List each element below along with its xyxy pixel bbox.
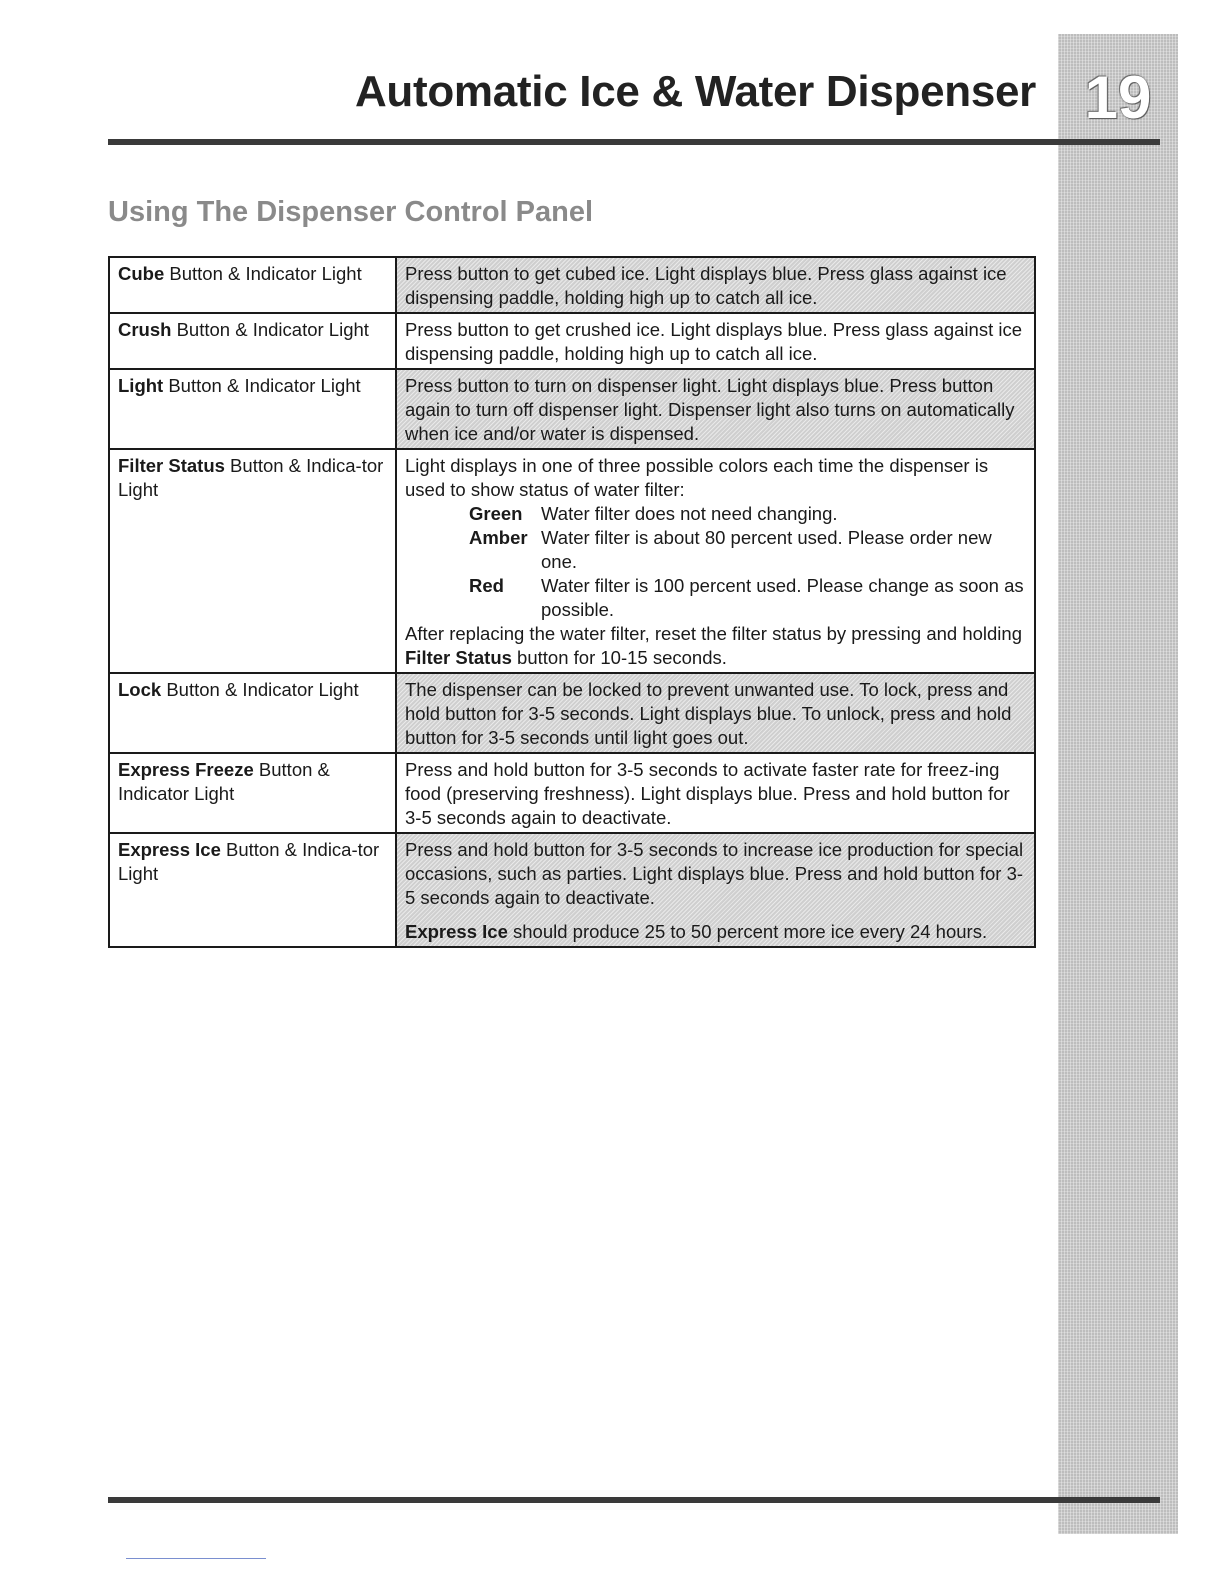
color-name: Amber xyxy=(469,527,528,548)
button-name: Cube xyxy=(118,263,165,284)
row-label xyxy=(109,257,396,313)
table-row-crush xyxy=(109,313,1035,369)
button-name: Filter Status xyxy=(118,455,225,476)
row-label xyxy=(109,833,396,947)
button-name: Express Ice xyxy=(118,839,221,860)
button-label-rest: Button & Indicator Light xyxy=(118,759,330,804)
reset-text: After replacing the water filter, reset the filter status by pressing and holding xyxy=(405,623,1022,644)
filter-intro: Light displays in one of three possible colors each time the dispenser is used to show status of water filter: xyxy=(405,455,989,500)
row-description: Press button to get cubed ice. Light displays blue. Press glass against ice dispensing paddle, holding high up to catch all ice. xyxy=(396,257,1035,313)
color-name: Green xyxy=(469,503,523,524)
button-label-rest: Button & Indicator Light xyxy=(171,319,369,340)
table-row-cube xyxy=(109,257,1035,313)
table-row-lock xyxy=(109,673,1035,753)
row-description: Press button to turn on dispenser light. Light displays blue. Press button again to turn off dispenser light. Dispenser light also turns on automatically when ice and/or water is dispensed. xyxy=(396,369,1035,449)
section-title: Using The Dispenser Control Panel xyxy=(108,196,594,228)
button-name: Lock xyxy=(118,679,162,700)
reset-button-name: Filter Status xyxy=(405,647,512,668)
color-desc: Water filter is 100 percent used. Please change as soon as possible. xyxy=(541,575,1024,620)
filter-color-red xyxy=(469,574,1028,622)
note-name: Express Ice xyxy=(405,921,508,942)
button-name: Crush xyxy=(118,319,172,340)
table-row-filter-status xyxy=(109,449,1035,673)
row-description: Press and hold button for 3-5 seconds to activate faster rate for freez-ing food (preserving freshness). Light displays blue. Press and hold button for 3-5 seconds again to deactivate. xyxy=(396,753,1035,833)
button-label-rest: Button & Indica-tor Light xyxy=(118,455,384,500)
row-label xyxy=(109,753,396,833)
express-ice-note xyxy=(405,920,1028,944)
color-desc: Water filter does not need changing. xyxy=(541,503,838,524)
filter-color-green xyxy=(469,502,1028,526)
button-label-rest: Button & Indicator Light xyxy=(164,263,362,284)
row-description: The dispenser can be locked to prevent unwanted use. To lock, press and hold button for 3-5 seconds. Light displays blue. To unlock, press and hold button for 3-5 seconds until light goes out. xyxy=(396,673,1035,753)
filter-reset-note xyxy=(405,622,1028,670)
row-description: Press button to get crushed ice. Light displays blue. Press glass against ice dispensing paddle, holding high up to catch all ice. xyxy=(396,313,1035,369)
side-tab-strip xyxy=(1058,34,1178,1534)
footer-underline xyxy=(126,1558,266,1559)
table-row-light xyxy=(109,369,1035,449)
row-label xyxy=(109,313,396,369)
filter-color-amber xyxy=(469,526,1028,574)
express-ice-desc: Press and hold button for 3-5 seconds to increase ice production for special occasions, such as parties. Light displays blue. Press and hold button for 3-5 seconds again to deactivate. xyxy=(405,839,1024,908)
row-description xyxy=(396,449,1035,673)
row-description xyxy=(396,833,1035,947)
row-label xyxy=(109,369,396,449)
header-rule xyxy=(108,139,1160,145)
row-label xyxy=(109,673,396,753)
table-row-express-freeze xyxy=(109,753,1035,833)
table-row-express-ice xyxy=(109,833,1035,947)
control-panel-table xyxy=(108,256,1036,948)
color-desc: Water filter is about 80 percent used. Please order new one. xyxy=(541,527,992,572)
row-label xyxy=(109,449,396,673)
page-title: Automatic Ice & Water Dispenser xyxy=(354,67,1036,116)
button-name: Express Freeze xyxy=(118,759,254,780)
note-text: should produce 25 to 50 percent more ice every 24 hours. xyxy=(507,921,988,942)
button-label-rest: Button & Indica-tor Light xyxy=(118,839,380,884)
button-label-rest: Button & Indicator Light xyxy=(161,679,359,700)
page-number: 19 xyxy=(1084,64,1152,131)
footer-rule xyxy=(108,1497,1160,1503)
reset-text-end: button for 10-15 seconds. xyxy=(511,647,727,668)
button-label-rest: Button & Indicator Light xyxy=(163,375,361,396)
button-name: Light xyxy=(118,375,164,396)
color-name: Red xyxy=(469,575,504,596)
